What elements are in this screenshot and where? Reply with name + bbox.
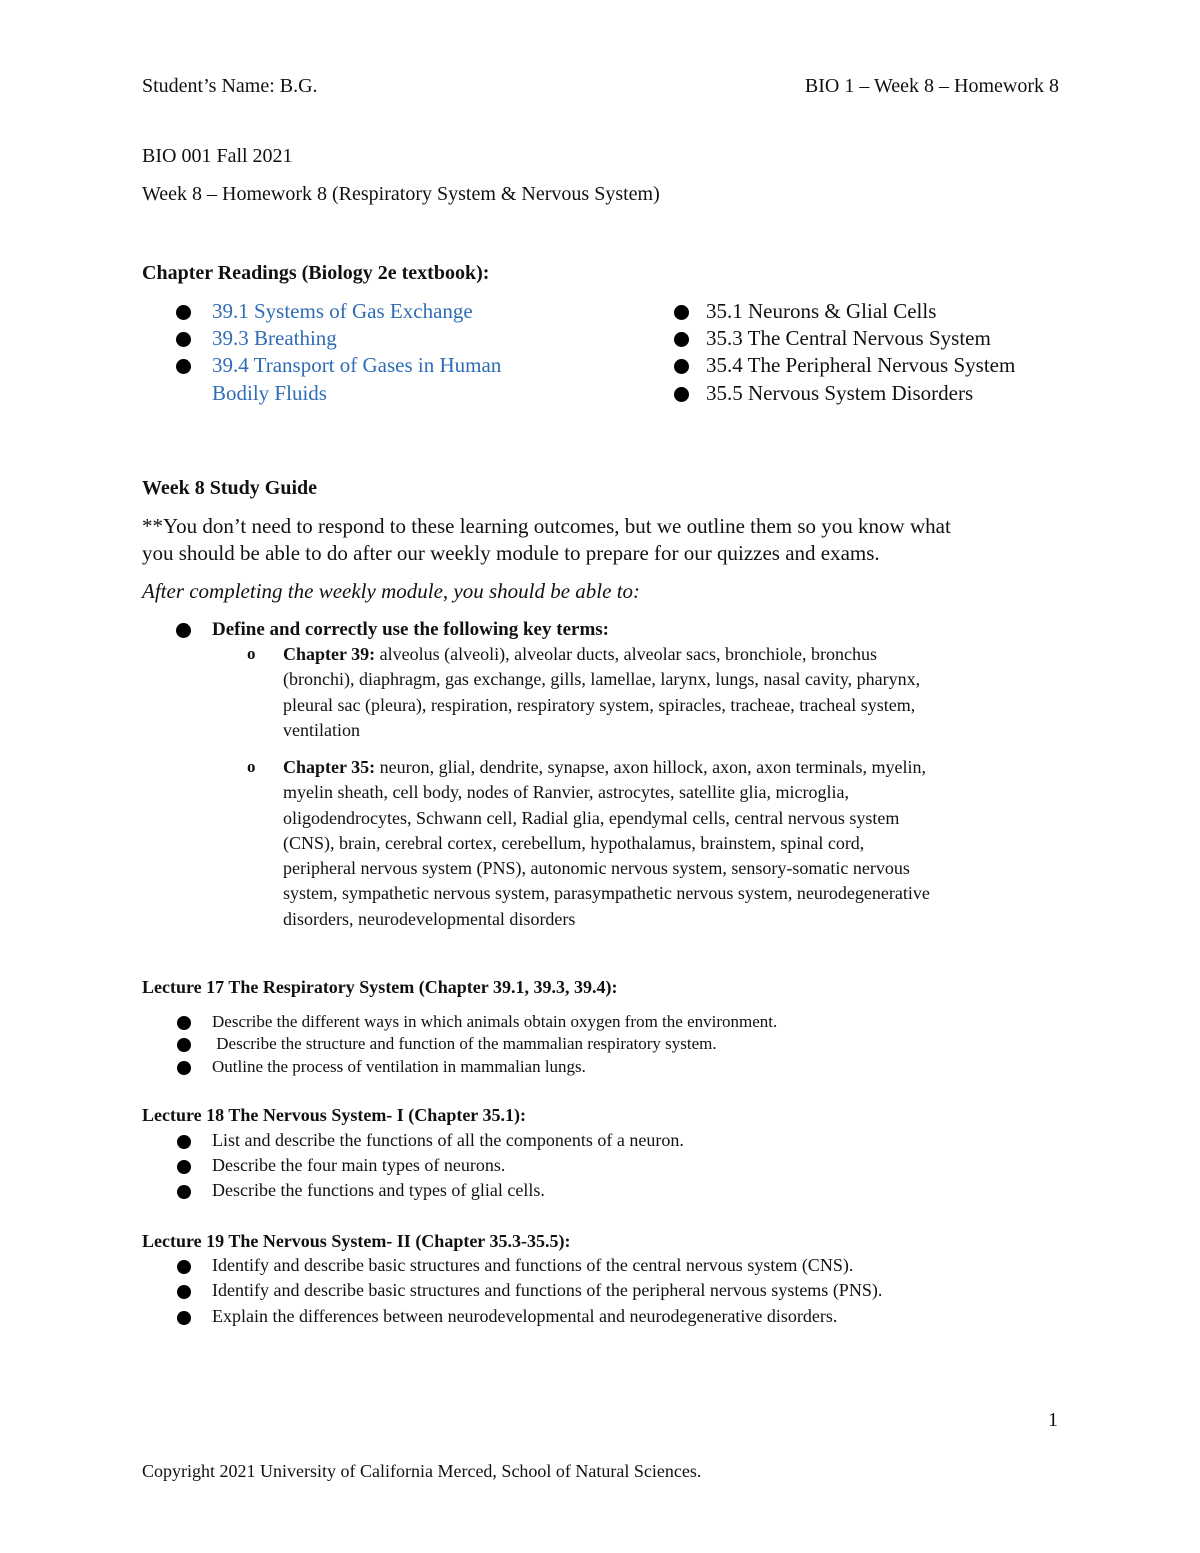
sub-bullet-marker: o: [247, 757, 256, 776]
study-guide-note-line2: you should be able to do after our weekly module to prepare for our quizzes and exams.: [142, 541, 880, 565]
lecture-17-item: Outline the process of ventilation in mammalian lungs.: [212, 1057, 586, 1076]
chapter-39-line: alveolus (alveoli), alveolar ducts, alveolar sacs, bronchiole, bronchus: [379, 644, 878, 664]
lecture-17-item: Describe the structure and function of the mammalian respiratory system.: [212, 1034, 717, 1053]
chapter-39-label: Chapter 39:: [283, 644, 376, 664]
chapter-35-line: (CNS), brain, cerebral cortex, cerebellum, hypothalamus, brainstem, spinal cord,: [283, 832, 865, 853]
lecture-17-item: Describe the different ways in which animals obtain oxygen from the environment.: [212, 1012, 778, 1031]
bullet-icon: [177, 1185, 191, 1199]
bullet-icon: [177, 1160, 191, 1174]
chapter-35-line: system, sympathetic nervous system, parasympathetic nervous system, neurodegenerative: [283, 883, 930, 904]
reading-35-1: 35.1 Neurons & Glial Cells: [706, 299, 937, 323]
reading-35-5: 35.5 Nervous System Disorders: [706, 381, 974, 405]
lecture-18-heading: Lecture 18 The Nervous System- I (Chapter 35.1):: [142, 1105, 526, 1125]
chapter-35-line: myelin sheath, cell body, nodes of Ranvier, astrocytes, satellite glia, microglia,: [283, 782, 849, 803]
chapter-39-line: pleural sac (pleura), respiration, respiratory system, spiracles, tracheae, tracheal system,: [283, 694, 916, 715]
bullet-icon: [176, 305, 191, 320]
reading-link-39-1[interactable]: 39.1 Systems of Gas Exchange: [212, 299, 473, 323]
lecture-19-item: Identify and describe basic structures and functions of the central nervous system (CNS).: [212, 1255, 854, 1275]
chapter-35-line: neuron, glial, dendrite, synapse, axon hillock, axon, axon terminals, myelin,: [379, 757, 927, 777]
chapter-39-line: ventilation: [283, 719, 360, 740]
bullet-icon: [674, 305, 689, 320]
sub-bullet-marker: o: [247, 644, 256, 663]
study-guide-note-line1: **You don’t need to respond to these learning outcomes, but we outline them so you know what: [142, 514, 951, 538]
student-name: Student’s Name: B.G.: [142, 75, 318, 97]
course-week-header: BIO 1 – Week 8 – Homework 8: [804, 75, 1059, 97]
bullet-icon: [176, 359, 191, 374]
lecture-18-item: Describe the functions and types of glial cells.: [212, 1180, 545, 1200]
bullet-icon: [177, 1260, 191, 1274]
lecture-19-heading: Lecture 19 The Nervous System- II (Chapter 35.3-35.5):: [142, 1231, 571, 1251]
lecture-18-item: Describe the four main types of neurons.: [212, 1155, 506, 1175]
bullet-icon: [177, 1285, 191, 1299]
bullet-icon: [176, 332, 191, 347]
chapter-35-line: oligodendrocytes, Schwann cell, Radial glia, ependymal cells, central nervous system: [283, 807, 900, 828]
bullet-icon: [177, 1016, 191, 1030]
readings-heading: Chapter Readings (Biology 2e textbook):: [142, 262, 490, 284]
course-title: BIO 001 Fall 2021: [142, 145, 293, 167]
study-guide-heading: Week 8 Study Guide: [142, 477, 318, 499]
bullet-icon: [176, 623, 191, 638]
bullet-icon: [674, 387, 689, 402]
chapter-35-label: Chapter 35:: [283, 757, 376, 777]
bullet-icon: [674, 359, 689, 374]
bullet-icon: [177, 1135, 191, 1149]
bullet-icon: [177, 1038, 191, 1052]
copyright-footer: Copyright 2021 University of California Merced, School of Natural Sciences.: [142, 1461, 702, 1481]
chapter-35-terms: [283, 755, 1063, 932]
bullet-icon: [674, 332, 689, 347]
reading-link-39-4[interactable]: 39.4 Transport of Gases in Human: [212, 353, 502, 377]
lecture-17-heading: Lecture 17 The Respiratory System (Chapter 39.1, 39.3, 39.4):: [142, 977, 618, 997]
reading-35-4: 35.4 The Peripheral Nervous System: [706, 353, 1016, 377]
reading-link-39-4-cont[interactable]: Bodily Fluids: [212, 381, 327, 405]
reading-35-3: 35.3 The Central Nervous System: [706, 326, 991, 350]
chapter-39-line: (bronchi), diaphragm, gas exchange, gills, lamellae, larynx, lungs, nasal cavity, pharynx,: [283, 669, 921, 690]
chapter-35-line: peripheral nervous system (PNS), autonomic nervous system, sensory-somatic nervous: [283, 858, 910, 879]
study-guide-intro: After completing the weekly module, you should be able to:: [142, 579, 641, 603]
chapter-39-terms: [283, 642, 1063, 743]
assignment-title: Week 8 – Homework 8 (Respiratory System & Nervous System): [142, 183, 660, 205]
key-terms-label: Define and correctly use the following key terms:: [212, 619, 609, 640]
bullet-icon: [177, 1061, 191, 1075]
lecture-18-item: List and describe the functions of all the components of a neuron.: [212, 1130, 684, 1150]
reading-link-39-3[interactable]: 39.3 Breathing: [212, 326, 337, 350]
bullet-icon: [177, 1311, 191, 1325]
page-number: 1: [1048, 1409, 1058, 1431]
lecture-19-item: Identify and describe basic structures and functions of the peripheral nervous systems (PNS).: [212, 1280, 883, 1300]
chapter-35-line: disorders, neurodevelopmental disorders: [283, 908, 576, 929]
lecture-19-item: Explain the differences between neurodevelopmental and neurodegenerative disorders.: [212, 1306, 838, 1326]
